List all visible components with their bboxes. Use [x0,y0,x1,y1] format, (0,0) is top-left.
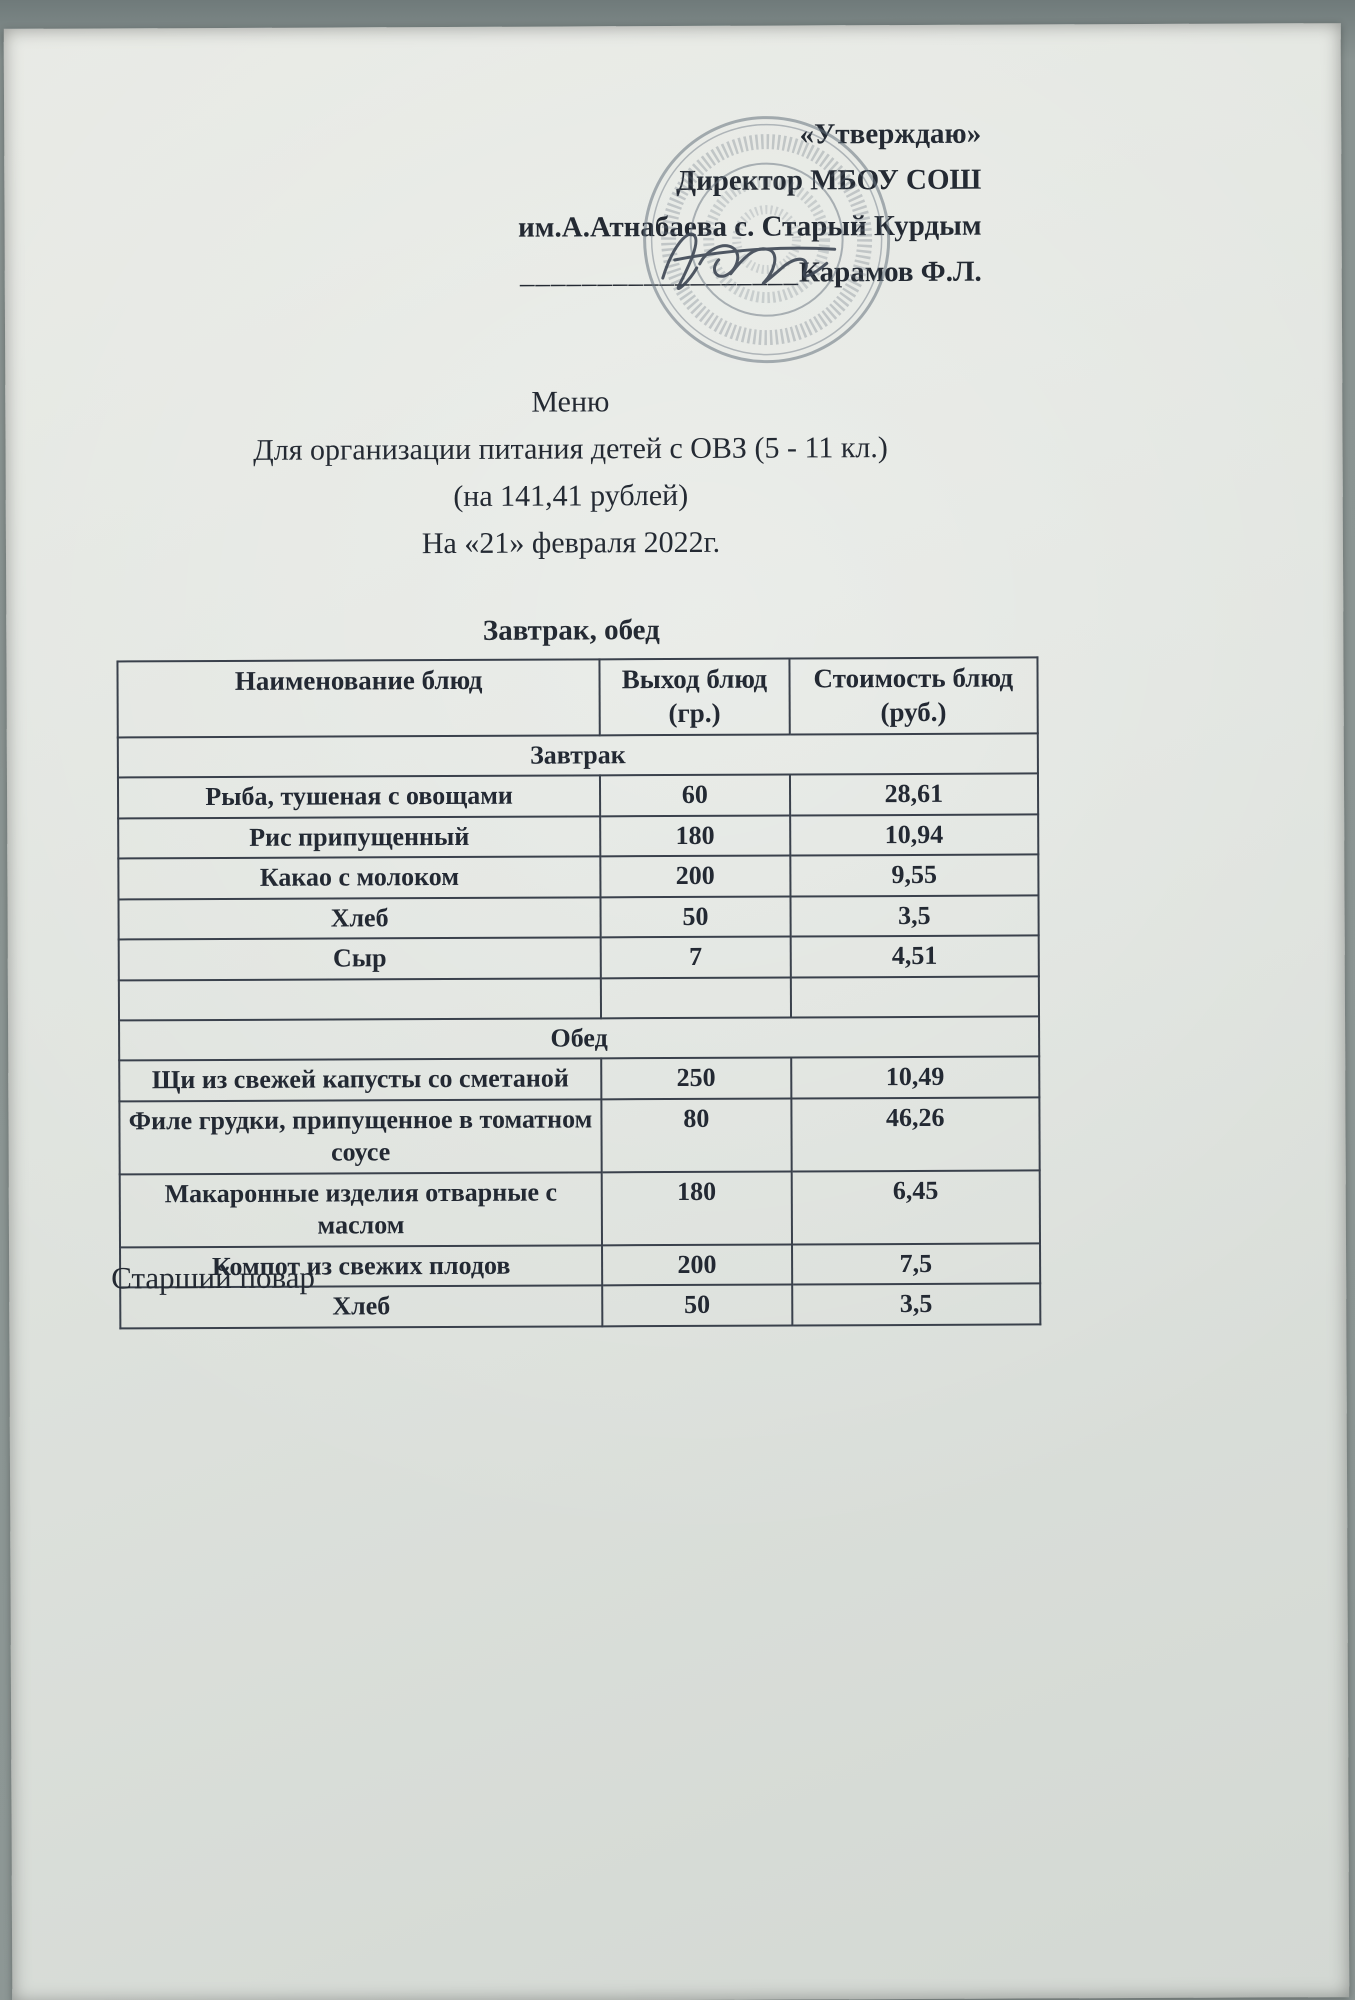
menu-date-line: На «21» февраля 2022г. [421,525,721,561]
approval-school-line: им.А.Атнабаева с. Старый Курдым [517,209,982,244]
section-label: Обед [119,1016,1039,1061]
dish-name-cell: Макаронные изделия отварные с маслом [120,1172,602,1247]
price-cell: 28,61 [790,773,1039,815]
section-row [118,733,1038,778]
weight-cell: 200 [600,856,790,897]
weight-cell: 80 [601,1098,791,1172]
price-cell: 4,51 [790,935,1039,977]
weight-cell: 50 [601,896,791,937]
dish-name-cell: Щи из свежей капусты со сметаной [119,1058,601,1101]
menu-row [119,935,1039,980]
price-cell [790,976,1039,1017]
dish-name-cell: Хлеб [118,897,600,940]
approval-quote: «Утверждаю» [799,117,982,151]
section-row [119,1016,1039,1061]
weight-cell: 180 [600,815,790,856]
dish-name-cell: Хлеб [120,1285,602,1328]
chef-title-label: Старший повар [111,1259,316,1296]
menu-title: Меню [531,385,610,419]
menu-subtitle: Для организации питания детей с ОВЗ (5 - 11 кл.) [253,431,888,467]
weight-cell [601,977,791,1018]
signature-line: __________________ [519,256,799,290]
weight-cell: 50 [602,1284,792,1325]
price-cell: 10,49 [791,1056,1040,1098]
menu-row [118,814,1038,859]
price-cell: 46,26 [791,1097,1040,1171]
menu-row [119,1056,1039,1101]
menu-row [119,976,1039,1020]
approval-signer-name: Карамов Ф.Л. [798,255,982,289]
menu-row [120,1170,1040,1247]
header-dish-name: Наименование блюд [117,659,599,737]
approval-signature-line [518,249,982,297]
price-cell: 3,5 [792,1283,1041,1325]
weight-cell: 180 [602,1171,792,1245]
menu-row [118,895,1038,940]
price-cell: 6,45 [791,1170,1040,1244]
dish-name-cell: Рыба, тушеная с овощами [118,775,600,818]
document-paper [4,23,1350,2000]
approval-director-line: Директор МБОУ СОШ [676,163,982,197]
section-label: Завтрак [118,733,1038,778]
approval-block [518,111,982,297]
menu-table-body [118,733,1041,1328]
menu-price-line: (на 141,41 рублей) [453,478,689,513]
menu-row [119,1097,1039,1174]
price-cell: 10,94 [790,814,1039,856]
menu-row [118,773,1038,818]
dish-name-cell: Какао с молоком [118,856,600,899]
dish-name-cell: Компот из свежих плодов [120,1245,602,1288]
price-cell: 9,55 [790,854,1039,896]
table-caption: Завтрак, обед [482,614,660,647]
weight-cell: 7 [601,937,791,978]
weight-cell: 60 [600,775,790,816]
dish-name-cell [119,978,601,1020]
table-header-row [117,657,1037,737]
price-cell: 7,5 [792,1243,1041,1285]
dish-name-cell: Рис припущенный [118,816,600,859]
weight-cell: 250 [601,1058,791,1099]
header-weight: Выход блюд (гр.) [600,659,790,735]
title-block [5,376,1136,569]
dish-name-cell: Филе грудки, припущенное в томатном соусе [119,1099,601,1174]
menu-table [116,656,1041,1329]
weight-cell: 200 [602,1244,792,1285]
menu-row [118,854,1038,899]
dish-name-cell: Сыр [119,937,601,980]
price-cell: 3,5 [790,895,1039,937]
header-price: Стоимость блюд (руб.) [789,657,1038,734]
